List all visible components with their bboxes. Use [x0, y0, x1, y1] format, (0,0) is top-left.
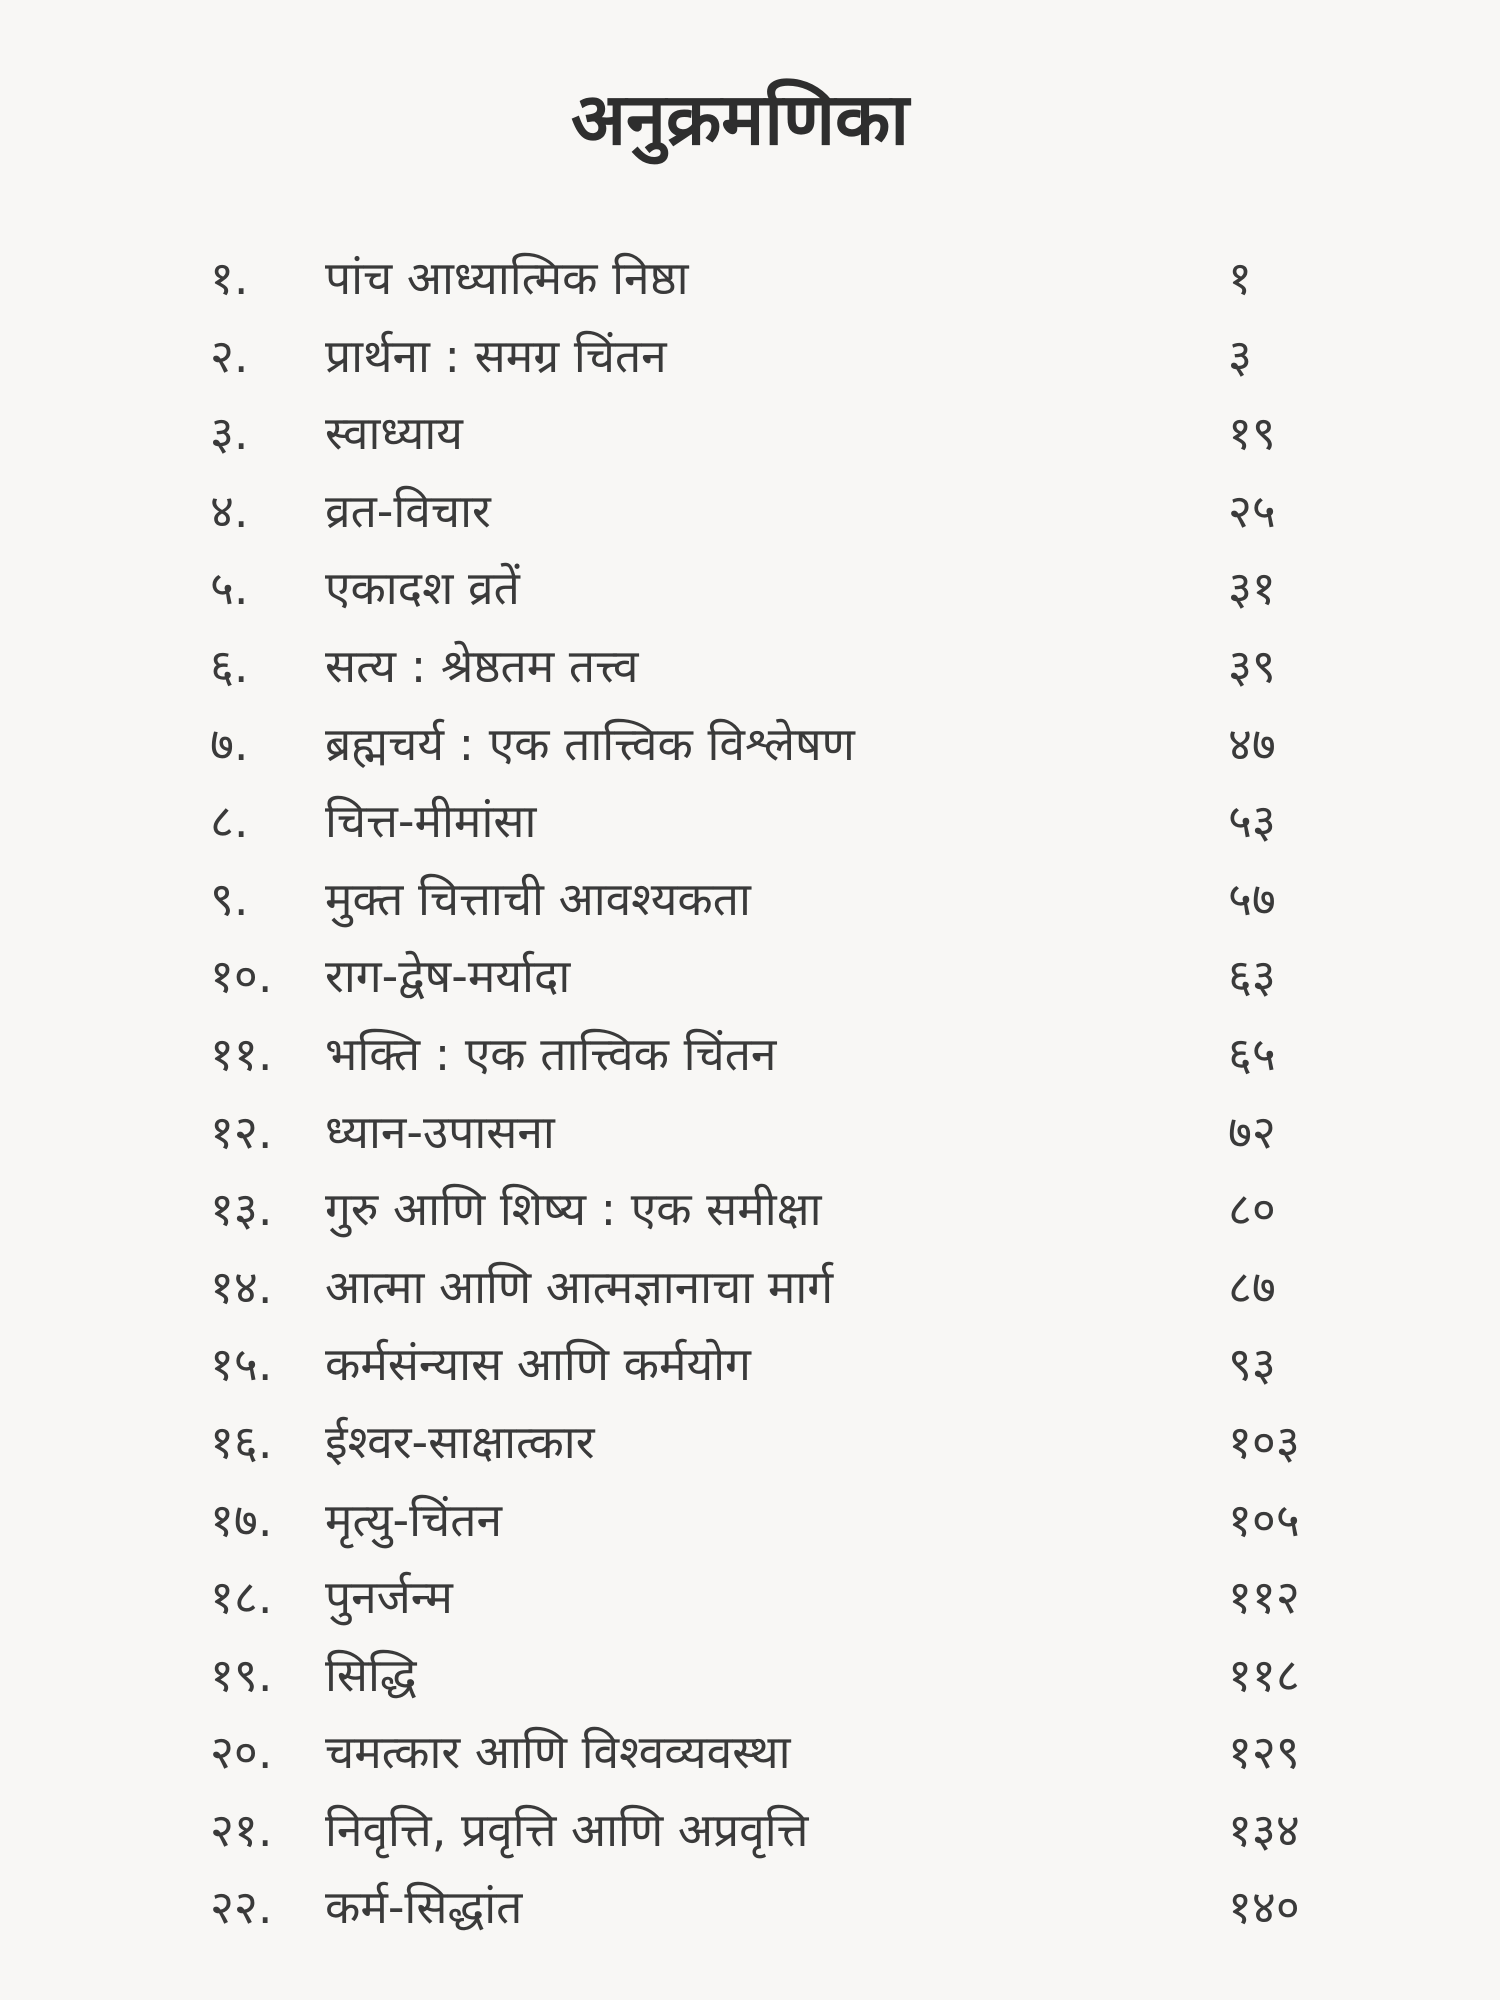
entry-page: ११२: [1228, 1570, 1300, 1625]
entry-page: ६५: [1228, 1026, 1276, 1081]
toc-entry: [0, 1334, 1500, 1412]
toc-entry: [0, 403, 1500, 481]
entry-title: चित्त-मीमांसा: [325, 794, 537, 849]
entry-page: ४७: [1228, 716, 1276, 771]
entry-title: चमत्कार आणि विश्वव्यवस्था: [325, 1725, 791, 1780]
entry-page: ८७: [1228, 1259, 1276, 1314]
entry-number: २१.: [210, 1802, 273, 1857]
toc-entry: [0, 248, 1500, 326]
entry-title: व्रत-विचार: [325, 483, 491, 538]
entry-title: निवृत्ति, प्रवृत्ति आणि अप्रवृत्ति: [325, 1802, 809, 1857]
entry-page: १३४: [1228, 1802, 1300, 1857]
entry-page: १९: [1228, 406, 1276, 461]
entry-page: १२९: [1228, 1725, 1300, 1780]
toc-entry: [0, 1800, 1500, 1878]
toc-entry: [0, 1490, 1500, 1568]
entry-page: १: [1228, 251, 1252, 305]
entry-title: राग-द्वेष-मर्यादा: [325, 949, 571, 1004]
entry-title: कर्मसंन्यास आणि कर्मयोग: [325, 1337, 751, 1392]
entry-number: १३.: [210, 1182, 273, 1237]
entry-title: ध्यान-उपासना: [325, 1104, 555, 1159]
entry-number: ९.: [210, 871, 249, 926]
entry-page: ५३: [1228, 794, 1276, 849]
entry-number: १९.: [210, 1647, 273, 1702]
entry-number: ११.: [210, 1026, 273, 1081]
toc-entry: [0, 946, 1500, 1024]
entry-page: ७२: [1228, 1104, 1276, 1159]
toc-entry: [0, 714, 1500, 792]
entry-number: १८.: [210, 1570, 273, 1625]
entry-title: मुक्त चित्ताची आवश्यकता: [325, 871, 751, 926]
entry-number: २०.: [210, 1725, 273, 1780]
toc-entry: [0, 1179, 1500, 1257]
entry-number: १६.: [210, 1414, 273, 1469]
entry-page: ११८: [1228, 1647, 1300, 1702]
toc-entry: [0, 1257, 1500, 1335]
entry-number: १२.: [210, 1104, 273, 1159]
entry-title: सत्य : श्रेष्ठतम तत्त्व: [325, 638, 639, 693]
toc-entry: [0, 1645, 1500, 1723]
entry-title: ब्रह्मचर्य : एक तात्त्विक विश्लेषण: [325, 716, 855, 771]
entry-page: ६३: [1228, 949, 1276, 1004]
entry-number: २.: [210, 328, 249, 383]
toc-entry: [0, 1024, 1500, 1102]
entry-number: १०.: [210, 949, 273, 1004]
toc-entry: [0, 1102, 1500, 1180]
entry-number: १४.: [210, 1259, 273, 1314]
toc-entry: [0, 326, 1500, 404]
entry-title: कर्म-सिद्धांत: [325, 1880, 523, 1935]
toc-entry: [0, 1567, 1500, 1645]
entry-page: २५: [1228, 483, 1276, 538]
page-title: अनुक्रमणिका: [571, 77, 909, 161]
entry-title: मृत्यु-चिंतन: [325, 1492, 503, 1547]
toc-entry: [0, 636, 1500, 714]
toc-entry: [0, 1722, 1500, 1800]
entry-page: १०५: [1228, 1492, 1300, 1547]
entry-page: ३: [1228, 328, 1252, 383]
entry-title: गुरु आणि शिष्य : एक समीक्षा: [325, 1182, 822, 1237]
entry-title: प्रार्थना : समग्र चिंतन: [325, 328, 667, 383]
entry-number: ७.: [210, 716, 249, 771]
entry-number: २२.: [210, 1880, 273, 1935]
entry-number: ३.: [210, 406, 249, 461]
toc-entry: [0, 1877, 1500, 1955]
entry-number: ५.: [210, 561, 249, 616]
entry-title: आत्मा आणि आत्मज्ञानाचा मार्ग: [325, 1259, 834, 1314]
toc-entry: [0, 1412, 1500, 1490]
toc-entry: [0, 558, 1500, 636]
entry-title: स्वाध्याय: [325, 406, 463, 461]
entry-title: पुनर्जन्म: [325, 1570, 453, 1625]
entry-number: १.: [210, 251, 249, 305]
entry-page: ८०: [1228, 1182, 1276, 1237]
entry-number: ६.: [210, 638, 249, 693]
entry-number: ८.: [210, 794, 249, 849]
entry-title: सिद्धि: [325, 1647, 417, 1702]
entry-page: ३१: [1228, 561, 1276, 616]
entry-page: ३९: [1228, 638, 1276, 693]
table-of-contents: [0, 248, 1500, 1955]
toc-entry: [0, 481, 1500, 559]
entry-title: ईश्वर-साक्षात्कार: [325, 1414, 595, 1469]
toc-entry: [0, 869, 1500, 947]
entry-number: ४.: [210, 483, 249, 538]
entry-page: १०३: [1228, 1414, 1300, 1469]
entry-title: भक्ति : एक तात्त्विक चिंतन: [325, 1026, 777, 1081]
entry-page: १४०: [1228, 1880, 1300, 1935]
entry-page: ९३: [1228, 1337, 1276, 1392]
entry-number: १७.: [210, 1492, 273, 1547]
entry-number: १५.: [210, 1337, 273, 1392]
entry-title: एकादश व्रतें: [325, 561, 520, 616]
toc-entry: [0, 791, 1500, 869]
entry-title: पांच आध्यात्मिक निष्ठा: [325, 251, 689, 305]
entry-page: ५७: [1228, 871, 1276, 926]
